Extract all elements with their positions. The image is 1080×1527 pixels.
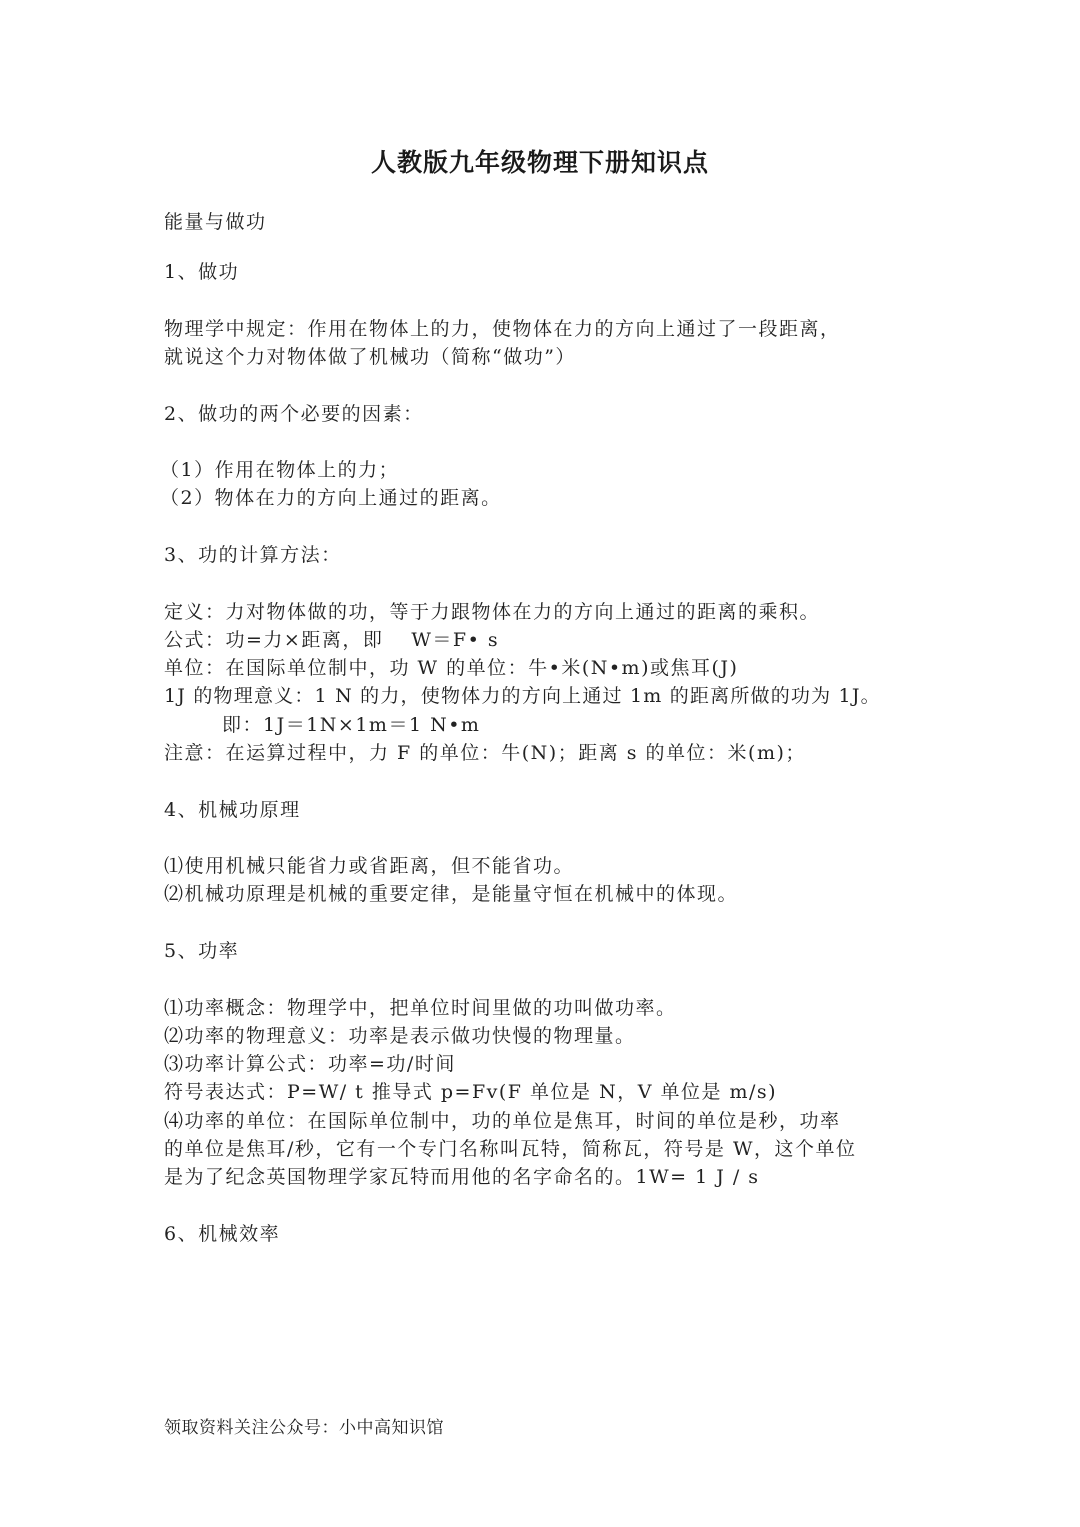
paragraph-line: 是为了纪念英国物理学家瓦特而用他的名字命名的。1W= 1 J / s (164, 1166, 760, 1188)
paragraph-line: （2）物体在力的方向上通过的距离。 (160, 487, 502, 509)
item5-heading: 5、功率 (164, 940, 240, 962)
paragraph-line: 定义：力对物体做的功，等于力跟物体在力的方向上通过的距离的乘积。 (164, 601, 821, 623)
paragraph-line: 公式：功=力×距离，即 W＝F• s (164, 629, 500, 651)
item2-heading: 2、做功的两个必要的因素： (164, 403, 424, 425)
item3-heading: 3、功的计算方法： (164, 544, 342, 566)
footer-note: 领取资料关注公众号：小中高知识馆 (164, 1418, 444, 1438)
document-title: 人教版九年级物理下册知识点 (370, 148, 709, 177)
item6-heading: 6、机械效率 (164, 1223, 281, 1245)
paragraph-line: ⑴功率概念：物理学中，把单位时间里做的功叫做功率。 (164, 997, 677, 1019)
paragraph-line: 的单位是焦耳/秒，它有一个专门名称叫瓦特，简称瓦，符号是 W，这个单位 (164, 1138, 857, 1160)
paragraph-line: ⑷功率的单位：在国际单位制中，功的单位是焦耳，时间的单位是秒，功率 (164, 1110, 841, 1132)
item1-heading: 1、做功 (164, 261, 240, 283)
item4-heading: 4、机械功原理 (164, 799, 301, 821)
paragraph-line: 就说这个力对物体做了机械功（简称“做功”） (164, 346, 576, 368)
paragraph-line: 单位：在国际单位制中，功 W 的单位：牛•米(N•m)或焦耳(J) (164, 657, 739, 679)
paragraph-line: ⑴使用机械只能省力或省距离，但不能省功。 (164, 855, 575, 877)
section-title: 能量与做功 (164, 211, 267, 233)
paragraph-line: 即：1J＝1N×1m＝1 N•m (222, 714, 481, 736)
paragraph-line: 注意：在运算过程中，力 F 的单位：牛(N)；距离 s 的单位：米(m)； (164, 742, 806, 764)
paragraph-line: ⑶功率计算公式：功率=功/时间 (164, 1053, 456, 1075)
paragraph-line: 符号表达式：P=W/ t 推导式 p=Fv(F 单位是 N，V 单位是 m/s) (164, 1081, 778, 1103)
paragraph-line: ⑵机械功原理是机械的重要定律，是能量守恒在机械中的体现。 (164, 883, 739, 905)
paragraph-line: 物理学中规定：作用在物体上的力，使物体在力的方向上通过了一段距离， (164, 318, 841, 340)
paragraph-line: （1）作用在物体上的力； (160, 459, 400, 481)
paragraph-line: 1J 的物理意义：1 N 的力，使物体力的方向上通过 1m 的距离所做的功为 1J。 (164, 685, 881, 707)
paragraph-line: ⑵功率的物理意义：功率是表示做功快慢的物理量。 (164, 1025, 636, 1047)
